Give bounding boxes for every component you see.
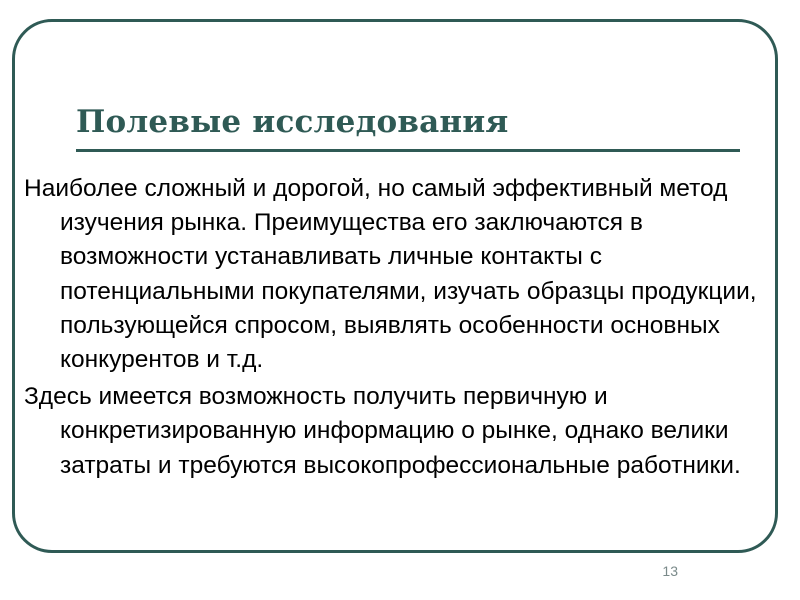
slide-body xyxy=(24,172,784,483)
page-number: 13 xyxy=(662,563,678,579)
body-paragraph-2: Здесь имеется возможность получить первичную и конкретизированную информацию о рынке, однако велики затраты и требуются высокопрофессиональные работники. xyxy=(24,383,741,479)
body-paragraph-1: Наиболее сложный и дорогой, но самый эффективный метод изучения рынка. Преимущества его заключаются в возможности устанавливать личные контакты с потенциальными покупателями, изучать образцы продукции, пользующейся спросом, выявлять особенности основных конкурентов и т.д. xyxy=(24,175,757,374)
title-underline xyxy=(76,149,740,152)
slide-title: Полевые исследования xyxy=(76,104,509,140)
